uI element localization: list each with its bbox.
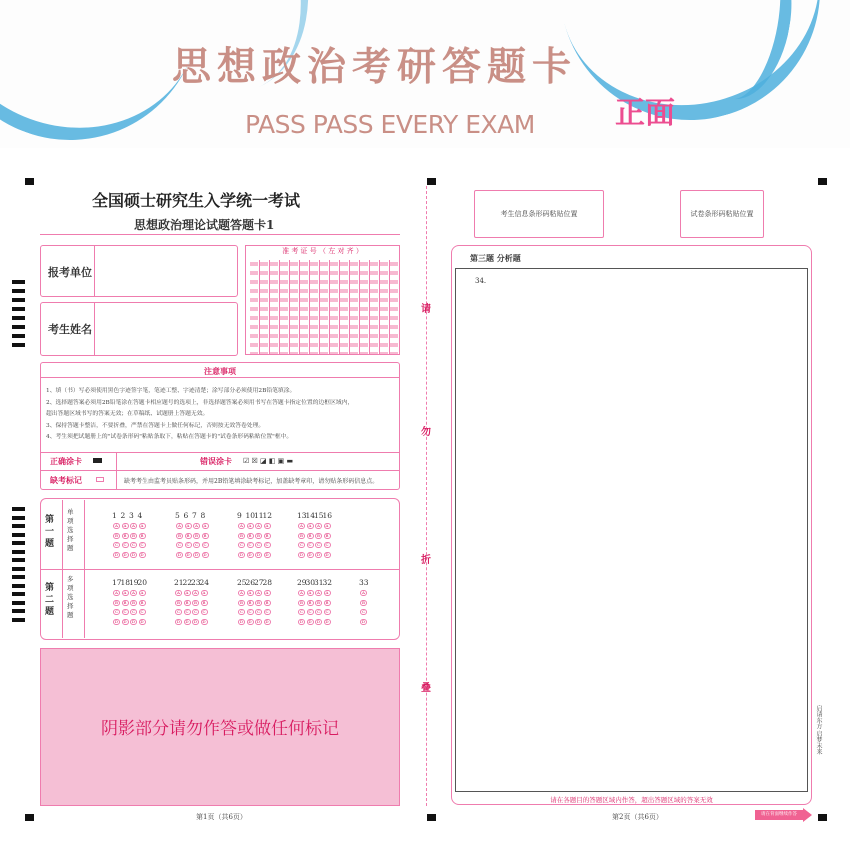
answer-bubble[interactable]: B [175,600,182,606]
question-number: 4 [137,511,143,520]
question-number: 32 [322,578,333,587]
answer-bubble[interactable]: A [139,523,146,529]
answer-bubble[interactable]: D [239,551,244,557]
answer-bubble[interactable]: A [201,590,208,596]
answer-bubble[interactable]: D [203,551,207,557]
question-number: 24 [199,578,210,587]
timing-mark [12,325,25,329]
choice-divider [62,500,63,638]
timing-mark [12,516,25,520]
answer-bubble[interactable]: B [122,600,129,606]
answer-bubble[interactable]: D [308,551,312,557]
answer-bubble[interactable]: D [140,551,144,557]
candidate-id-title: 准 考 证 号 （ 左 对 齐 ） [282,247,363,255]
answer-bubble[interactable]: C [186,542,190,547]
question-number: 22 [182,578,193,587]
answer-bubble[interactable]: C [308,609,312,614]
answer-bubble[interactable]: B [247,533,254,539]
answer-bubble[interactable]: C [194,542,199,547]
answer-bubble[interactable]: C [256,609,261,614]
timing-mark [12,316,25,320]
no-mark-text: 阴影部分请勿作答或做任何标记 [101,719,339,739]
id-digit-column[interactable] [390,262,398,354]
id-digit-column[interactable] [280,262,288,354]
notice-divider [116,452,117,490]
question-number: 25 [237,578,247,587]
answer-bubble[interactable]: A [307,523,314,529]
answer-bubble[interactable]: A [264,523,271,529]
answer-bubble[interactable]: A [255,523,262,529]
answer-bubble[interactable]: A [315,590,322,596]
id-column-divider [279,260,280,354]
answer-bubble[interactable]: C [299,542,304,547]
answer-bubble[interactable]: B [298,533,305,539]
question-number: 31 [314,578,324,587]
answer-bubble[interactable]: B [202,533,209,539]
unit-field-label: 报考单位 [48,266,92,279]
id-column-divider [289,260,290,354]
answer-bubble[interactable]: A [113,590,120,596]
timing-mark [12,524,25,528]
answer-bubble[interactable]: C [361,609,366,614]
answer-bubble[interactable]: D [114,551,119,557]
answer-bubble[interactable]: A [298,523,305,529]
answer-bubble[interactable]: A [247,523,254,529]
registration-mark [25,178,34,185]
bottom-warning: 请在各题目的答题区域内作答，超出答题区域的答案无效 [550,796,713,804]
banner-side-label: 正面 [615,96,675,131]
section2-label: 第二题 [45,583,55,617]
id-digit-column[interactable] [310,262,318,354]
notice-line: 2、选择题答案必须用2B铅笔涂在答题卡相应题号的选项上，非选择题答案必须用书写在答题卡指定位置的边框区域内， [46,399,354,406]
id-digit-column[interactable] [260,262,268,354]
correct-fill-sample [93,458,102,463]
answer-bubble[interactable]: D [299,551,304,557]
choice-divider [40,569,400,570]
registration-mark [818,814,827,821]
fold-char: 勿 [421,427,431,438]
banner-title: 思想政治考研答题卡 [172,44,578,90]
question-number: 30 [305,578,316,587]
timing-mark [12,507,25,511]
answer-bubble[interactable]: C [265,609,269,614]
question-number: 2 [120,511,126,520]
answer-bubble[interactable]: B [264,533,271,539]
id-column-divider [369,260,370,354]
answer-bubble[interactable]: C [256,542,261,547]
notice-rule [40,470,400,471]
answer-bubble[interactable]: C [123,542,127,547]
id-column-divider [269,260,270,354]
promo-banner [0,0,850,148]
answer-bubble[interactable]: A [122,523,129,529]
answer-bubble[interactable]: D [194,551,199,557]
answer-bubble[interactable]: D [256,551,261,557]
answer-bubble[interactable]: D [299,618,304,624]
answer-bubble[interactable]: D [265,618,269,624]
answer-bubble[interactable]: B [307,600,314,606]
field-divider [94,302,95,356]
id-column-divider [339,260,340,354]
id-column-divider [389,260,390,354]
question-number: 14 [305,511,316,520]
registration-mark [818,178,827,185]
timing-mark [12,541,25,545]
answer-bubble[interactable]: C [193,609,198,614]
answer-bubble[interactable]: A [247,590,254,596]
candidate-id-grid[interactable] [245,245,400,355]
answer-bubble[interactable]: C [140,542,144,547]
fold-char: 请 [421,304,431,315]
question-number: 23 [191,578,201,587]
id-digit-column[interactable] [380,262,388,354]
answer-bubble[interactable]: B [185,533,192,539]
question-number: 34. [475,277,487,285]
id-column-divider [329,260,330,354]
answer-bubble[interactable]: C [131,542,136,547]
timing-mark [12,298,25,302]
id-digit-column[interactable] [270,262,278,354]
field-divider [94,245,95,297]
timing-mark [12,601,25,605]
notice-title: 注意事项 [204,366,236,376]
answer-bubble[interactable]: B [201,600,208,606]
section1-label: 第一题 [45,515,55,549]
answer-bubble[interactable]: C [299,609,304,614]
answer-bubble[interactable]: C [185,609,189,614]
answer-bubble[interactable]: B [324,533,331,539]
question-number: 13 [297,511,307,520]
answer-bubble[interactable]: C [114,542,119,547]
question-number: 10 [245,511,256,520]
id-column-divider [359,260,360,354]
exam-title: 全国硕士研究生入学统一考试 [92,191,301,210]
question-number: 12 [262,511,273,520]
timing-mark [12,550,25,554]
answer-bubble[interactable]: D [202,618,206,624]
notice-line: 1、填（书）写必须使用黑色字迹签字笔，笔迹工整、字迹清楚；涂写部分必须使用2B铅笔填涂。 [46,388,296,394]
answer-bubble[interactable]: D [265,551,269,557]
paper-barcode-label: 试卷条形码粘贴位置 [690,210,754,218]
answer-bubble[interactable]: D [123,551,127,557]
id-digit-column[interactable] [330,262,338,354]
answer-bubble[interactable]: D [140,618,144,624]
timing-mark [12,609,25,613]
answer-bubble[interactable]: A [360,590,367,596]
answer-bubble[interactable]: B [298,600,305,606]
answer-bubble[interactable]: D [248,551,252,557]
answer-bubble[interactable]: C [239,542,244,547]
id-column-divider [319,260,320,354]
answer-bubble[interactable]: B [113,533,120,539]
timing-mark [12,584,25,588]
question-number: 5 [175,511,180,520]
answer-bubble[interactable]: D [177,551,182,557]
timing-mark [12,343,25,347]
timing-mark [12,280,25,284]
answer-bubble[interactable]: D [186,551,190,557]
answer-bubble[interactable]: A [202,523,209,529]
answer-bubble[interactable]: B [184,600,191,606]
registration-mark [427,814,436,821]
answer-bubble[interactable]: A [298,590,305,596]
question-number: 7 [192,511,197,520]
answer-bubble[interactable]: A [175,590,182,596]
answer-bubble[interactable]: B [264,600,271,606]
answer-bubble[interactable]: C [248,609,252,614]
answer-bubble[interactable]: C [176,609,181,614]
answer-bubble[interactable]: D [131,618,136,624]
answer-bubble[interactable]: A [139,590,146,596]
answer-bubble[interactable]: D [239,618,244,624]
answer-bubble[interactable]: D [248,618,252,624]
answer-bubble[interactable]: B [139,533,146,539]
timing-mark [12,558,25,562]
id-digit-column[interactable] [360,262,368,354]
timing-mark [12,307,25,311]
answer-bubble[interactable]: D [256,618,261,624]
q3-title: 第三题 分析题 [470,253,521,263]
question-number: 19 [129,578,139,587]
question-number: 8 [200,511,206,520]
answer-bubble[interactable]: B [247,600,254,606]
answer-bubble[interactable]: D [325,618,329,624]
answer-bubble[interactable]: C [325,542,329,547]
id-digit-column[interactable] [250,262,258,354]
question-number: 21 [174,578,184,587]
question-number: 27 [254,578,264,587]
header-rule [40,234,400,235]
registration-mark [427,178,436,185]
answer-bubble[interactable]: D [308,618,312,624]
answer-bubble[interactable]: C [140,609,144,614]
id-column-divider [299,260,300,354]
timing-mark [12,334,25,338]
answer-bubble[interactable]: C [131,609,136,614]
answer-bubble[interactable]: A [264,590,271,596]
answer-bubble[interactable]: B [255,600,262,606]
card-title: 思想政治理论试题答题卡1 [134,218,275,232]
correct-fill-label: 正确涂卡 [50,456,82,466]
id-column-divider [309,260,310,354]
answer-bubble[interactable]: D [316,551,321,557]
answer-bubble[interactable]: A [185,523,192,529]
answer-bubble[interactable]: A [324,523,331,529]
choice-divider [84,500,85,638]
answer-bubble[interactable]: A [238,590,245,596]
question-number: 26 [245,578,256,587]
id-digit-column[interactable] [370,262,378,354]
answer-bubble[interactable]: D [114,618,119,624]
answer-bubble[interactable]: A [184,590,191,596]
answer-bubble[interactable]: B [324,600,331,606]
answer-bubble[interactable]: B [139,600,146,606]
answer-bubble[interactable]: D [361,618,366,624]
timing-mark [12,533,25,537]
answer-bubble[interactable]: B [192,600,199,606]
answer-bubble[interactable]: B [176,533,183,539]
answer-bubble[interactable]: B [122,533,129,539]
answer-bubble[interactable]: A [192,590,199,596]
answer-bubble[interactable]: B [238,600,245,606]
section2-type: 多项选择题 [67,575,74,619]
wrong-fill-label: 错误涂卡 [200,456,232,466]
answer-bubble[interactable]: C [202,609,206,614]
notice-rule [40,377,400,378]
answer-bubble[interactable]: B [193,533,200,539]
answer-bubble[interactable]: C [203,542,207,547]
answer-bubble[interactable]: C [308,542,312,547]
answer-bubble[interactable]: A [307,590,314,596]
banner-subtitle: PASS PASS EVERY EXAM [245,110,535,139]
answer-bubble[interactable]: A [130,523,137,529]
answer-bubble[interactable]: B [315,533,322,539]
answer-bubble[interactable]: A [122,590,129,596]
question-number: 33 [359,578,369,587]
id-digit-column[interactable] [290,262,298,354]
answer-bubble[interactable]: B [315,600,322,606]
answer-bubble[interactable]: A [113,523,120,529]
answer-bubble[interactable]: D [316,618,321,624]
question-number: 1 [112,511,117,520]
wrong-fill-samples: ☑ ☒ ◪ ◧ ▣ ▬ [243,457,294,465]
id-column-divider [379,260,380,354]
notice-line: 4、考生须把试题册上的"试卷条形码"粘贴条取下，粘贴在答题卡的"试卷条形码粘贴位置"框中。 [46,434,293,440]
notice-line: 3、保持答题卡整洁，不要折叠，严禁在答题卡上做任何标记，否则按无效答卷处理。 [46,422,265,429]
fold-char: 折 [421,555,431,566]
answer-bubble[interactable]: C [248,542,252,547]
timing-mark [12,592,25,596]
question-number: 20 [137,578,148,587]
id-digit-column[interactable] [300,262,308,354]
answer-bubble[interactable]: C [325,609,329,614]
timing-mark [12,575,25,579]
answer-writing-area[interactable] [455,268,808,792]
timing-mark [12,618,25,622]
answer-bubble[interactable]: A [315,523,322,529]
question-number: 29 [297,578,307,587]
answer-bubble[interactable]: B [113,600,120,606]
timing-mark [12,289,25,293]
absent-checkbox[interactable] [96,477,104,482]
question-number: 6 [183,511,189,520]
absent-mark-label: 缺考标记 [50,475,82,485]
id-digit-column[interactable] [340,262,348,354]
id-column-divider [349,260,350,354]
question-number: 3 [129,511,134,520]
answer-bubble[interactable]: B [130,533,137,539]
side-slogan: 启请东方 启梦未来 [815,705,822,755]
id-digit-column[interactable] [320,262,328,354]
answer-bubble[interactable]: D [193,618,198,624]
answer-bubble[interactable]: C [123,609,127,614]
question-number: 18 [120,578,131,587]
answer-bubble[interactable]: D [176,618,181,624]
answer-bubble[interactable]: A [176,523,183,529]
answer-bubble[interactable]: A [130,590,137,596]
question-number: 16 [322,511,333,520]
answer-bubble[interactable]: D [185,618,189,624]
question-number: 11 [254,511,264,520]
question-number: 28 [262,578,273,587]
answer-bubble[interactable]: D [131,551,136,557]
notice-rule [40,452,400,453]
fold-char: 叠 [421,683,431,694]
right-page-footer: 第2页（共6页） [612,813,663,821]
fold-line [426,186,427,806]
answer-bubble[interactable]: D [123,618,127,624]
answer-bubble[interactable]: B [255,533,262,539]
answer-bubble[interactable]: B [238,533,245,539]
registration-mark [25,814,34,821]
answer-bubble[interactable]: B [307,533,314,539]
question-number: 17 [112,578,122,587]
answer-bubble[interactable]: A [193,523,200,529]
arrow-icon [803,808,812,822]
notice-line: 超出答题区域书写的答案无效；在草稿纸、试题册上答题无效。 [46,411,209,417]
section1-type: 单项选择题 [67,508,74,552]
absent-note: 缺考考生由监考员贴条形码，并用2B铅笔填涂缺考标记，加盖缺考章印，请勿贴条形码信息点。 [124,478,379,485]
answer-bubble[interactable]: A [255,590,262,596]
answer-bubble[interactable]: C [265,542,269,547]
question-number: 9 [237,511,242,520]
answer-bubble[interactable]: B [130,600,137,606]
answer-bubble[interactable]: C [316,609,321,614]
answer-bubble[interactable]: C [239,609,244,614]
id-column-divider [259,260,260,354]
answer-bubble[interactable]: D [325,551,329,557]
answer-bubble[interactable]: A [324,590,331,596]
id-digit-column[interactable] [350,262,358,354]
continue-arrow: 请在背面继续作答 [755,810,803,820]
candidate-barcode-label: 考生信息条形码粘贴位置 [500,210,578,218]
answer-bubble[interactable]: A [238,523,245,529]
timing-mark [12,567,25,571]
name-field-label: 考生姓名 [48,323,92,336]
answer-bubble[interactable]: C [316,542,321,547]
answer-bubble[interactable]: C [177,542,182,547]
question-number: 15 [314,511,324,520]
left-page-footer: 第1页（共6页） [196,813,247,821]
answer-bubble[interactable]: C [114,609,119,614]
answer-bubble[interactable]: B [360,600,367,606]
